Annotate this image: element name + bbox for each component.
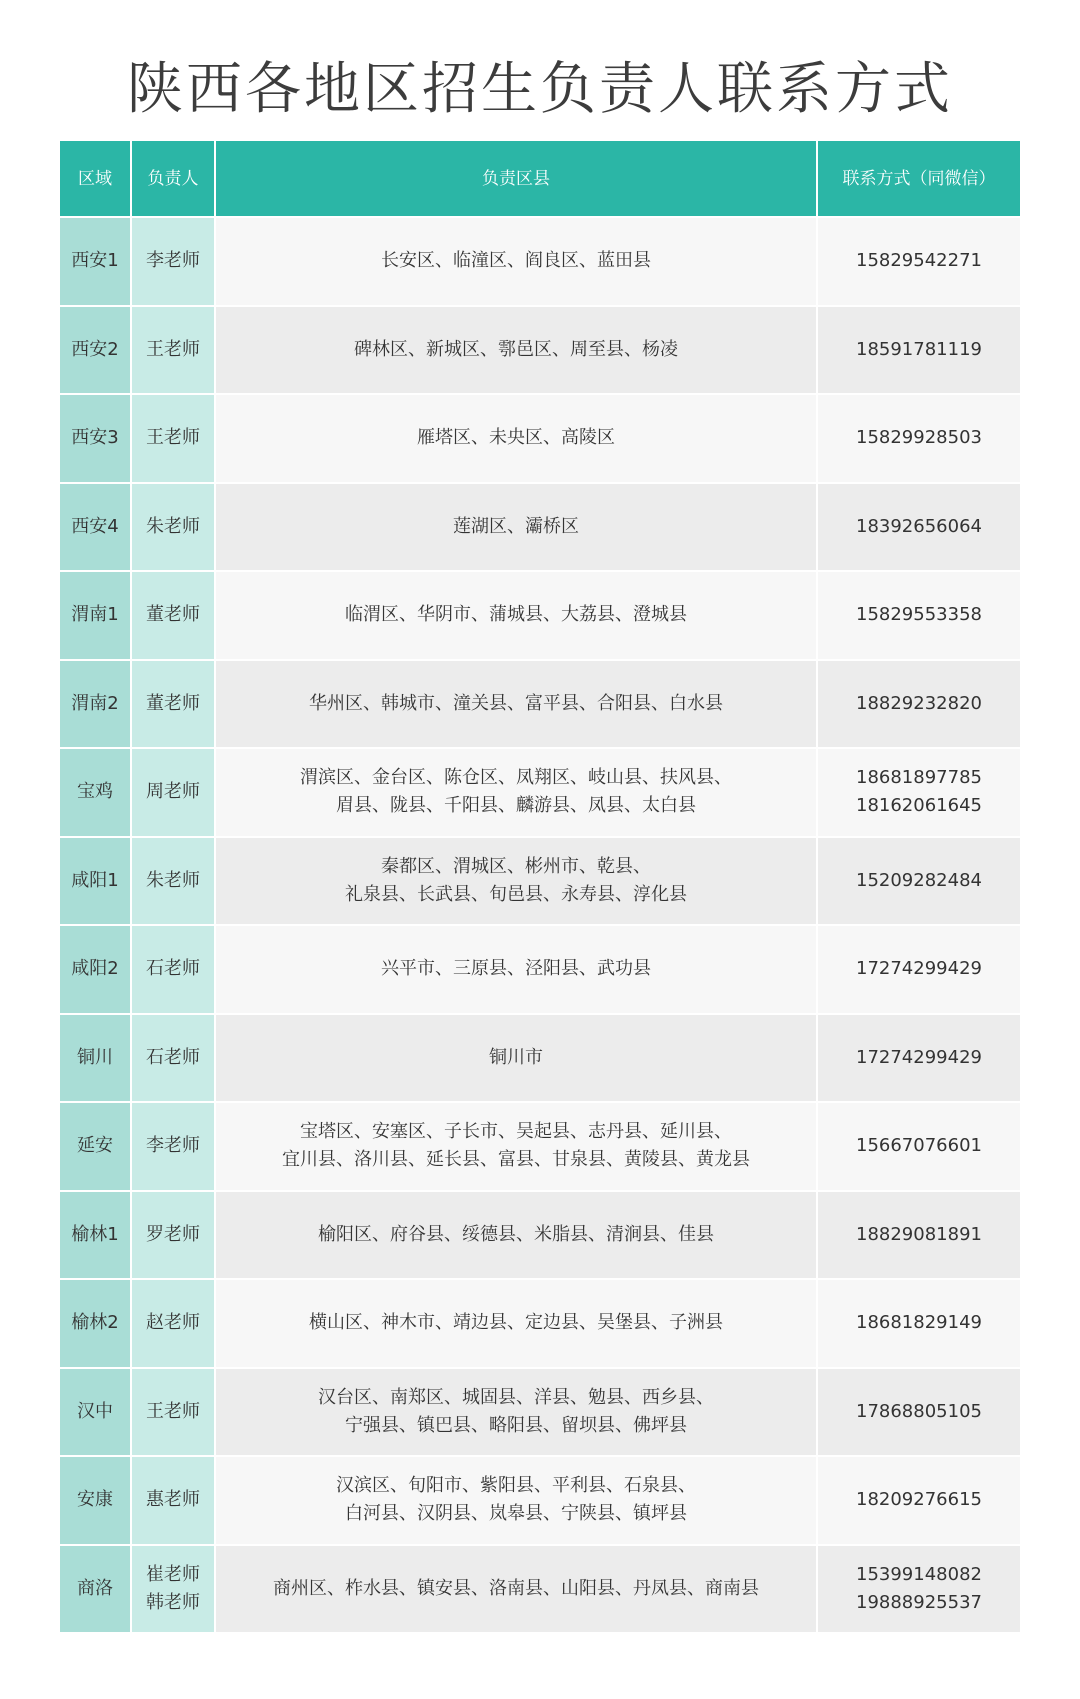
person-name: 石老师 <box>146 958 200 980</box>
counties-line: 宁强县、镇巴县、略阳县、留坝县、佛坪县 <box>345 1414 687 1436</box>
phone-number: 18829232820 <box>856 692 982 714</box>
counties-cell <box>216 1369 818 1456</box>
table-row <box>60 926 1020 1015</box>
phone-number: 19888925537 <box>856 1591 982 1613</box>
counties-line: 铜川市 <box>489 1046 543 1068</box>
phone-cell <box>818 1192 1020 1279</box>
zone-cell: 西安4 <box>60 484 132 571</box>
counties-line: 临渭区、华阴市、蒲城县、大荔县、澄城县 <box>345 604 687 626</box>
zone-cell: 铜川 <box>60 1015 132 1102</box>
phone-number: 17274299429 <box>856 1046 982 1068</box>
zone-cell: 西安3 <box>60 395 132 482</box>
phone-number: 15399148082 <box>856 1563 982 1585</box>
counties-line: 横山区、神木市、靖边县、定边县、吴堡县、子洲县 <box>309 1312 723 1334</box>
counties-cell <box>216 1192 818 1279</box>
table-row <box>60 749 1020 838</box>
person-name: 李老师 <box>146 250 200 272</box>
table-row <box>60 572 1020 661</box>
counties-cell <box>216 218 818 305</box>
table-row <box>60 1457 1020 1546</box>
counties-cell <box>216 484 818 571</box>
counties-line: 礼泉县、长武县、旬邑县、永寿县、淳化县 <box>345 883 687 905</box>
counties-cell <box>216 749 818 836</box>
person-cell <box>132 484 216 571</box>
phone-number: 15667076601 <box>856 1135 982 1157</box>
person-name: 朱老师 <box>146 869 200 891</box>
zone-cell: 安康 <box>60 1457 132 1544</box>
table-row <box>60 1192 1020 1281</box>
table-row <box>60 218 1020 307</box>
phone-cell <box>818 1369 1020 1456</box>
phone-number: 18681897785 <box>856 767 982 789</box>
phone-cell <box>818 484 1020 571</box>
person-cell <box>132 838 216 925</box>
phone-cell <box>818 218 1020 305</box>
person-name: 董老师 <box>146 604 200 626</box>
counties-line: 商州区、柞水县、镇安县、洛南县、山阳县、丹凤县、商南县 <box>273 1577 759 1599</box>
page-title: 陕西各地区招生负责人联系方式 <box>127 57 953 122</box>
counties-line: 汉滨区、旬阳市、紫阳县、平利县、石泉县、 <box>336 1475 696 1497</box>
person-cell <box>132 395 216 482</box>
phone-cell <box>818 1015 1020 1102</box>
phone-number: 15829928503 <box>856 427 982 449</box>
phone-cell <box>818 838 1020 925</box>
phone-cell <box>818 1546 1020 1633</box>
person-cell <box>132 1103 216 1190</box>
table-header-row <box>60 141 1020 218</box>
header-zone: 区域 <box>60 141 132 216</box>
person-cell <box>132 1457 216 1544</box>
counties-line: 华州区、韩城市、潼关县、富平县、合阳县、白水县 <box>309 692 723 714</box>
phone-number: 15209282484 <box>856 869 982 891</box>
zone-cell: 榆林2 <box>60 1280 132 1367</box>
table-row <box>60 484 1020 573</box>
person-name: 石老师 <box>146 1046 200 1068</box>
person-cell <box>132 1280 216 1367</box>
person-cell <box>132 572 216 659</box>
person-cell <box>132 1546 216 1633</box>
counties-line: 长安区、临潼区、阎良区、蓝田县 <box>381 250 651 272</box>
table-row <box>60 661 1020 750</box>
zone-cell: 商洛 <box>60 1546 132 1633</box>
table-row <box>60 1015 1020 1104</box>
phone-number: 15829542271 <box>856 250 982 272</box>
phone-cell <box>818 572 1020 659</box>
phone-cell <box>818 1103 1020 1190</box>
person-name: 王老师 <box>146 338 200 360</box>
phone-number: 17868805105 <box>856 1400 982 1422</box>
person-name: 王老师 <box>146 1400 200 1422</box>
counties-line: 宝塔区、安塞区、子长市、吴起县、志丹县、延川县、 <box>300 1121 732 1143</box>
counties-cell <box>216 1280 818 1367</box>
person-name: 周老师 <box>146 781 200 803</box>
person-name: 惠老师 <box>146 1489 200 1511</box>
counties-line: 宜川县、洛川县、延长县、富县、甘泉县、黄陵县、黄龙县 <box>282 1149 750 1171</box>
table-row <box>60 1103 1020 1192</box>
phone-number: 18162061645 <box>856 795 982 817</box>
phone-number: 18681829149 <box>856 1312 982 1334</box>
counties-line: 眉县、陇县、千阳县、麟游县、凤县、太白县 <box>336 795 696 817</box>
person-cell <box>132 926 216 1013</box>
phone-number: 17274299429 <box>856 958 982 980</box>
counties-line: 汉台区、南郑区、城固县、洋县、勉县、西乡县、 <box>318 1386 714 1408</box>
zone-cell: 咸阳2 <box>60 926 132 1013</box>
counties-cell <box>216 926 818 1013</box>
zone-cell: 延安 <box>60 1103 132 1190</box>
phone-cell <box>818 1280 1020 1367</box>
phone-cell <box>818 1457 1020 1544</box>
zone-cell: 渭南2 <box>60 661 132 748</box>
zone-cell: 榆林1 <box>60 1192 132 1279</box>
zone-cell: 西安1 <box>60 218 132 305</box>
phone-number: 15829553358 <box>856 604 982 626</box>
counties-line: 碑林区、新城区、鄠邑区、周至县、杨凌 <box>354 338 678 360</box>
header-phone: 联系方式（同微信） <box>842 168 996 189</box>
phone-cell <box>818 307 1020 394</box>
zone-cell: 汉中 <box>60 1369 132 1456</box>
counties-cell <box>216 661 818 748</box>
counties-line: 榆阳区、府谷县、绥德县、米脂县、清涧县、佳县 <box>318 1223 714 1245</box>
header-person: 负责人 <box>132 141 216 216</box>
table-body <box>60 218 1020 1634</box>
zone-cell: 宝鸡 <box>60 749 132 836</box>
counties-line: 雁塔区、未央区、高陵区 <box>417 427 615 449</box>
phone-cell <box>818 926 1020 1013</box>
counties-line: 莲湖区、灞桥区 <box>453 515 579 537</box>
person-cell <box>132 1192 216 1279</box>
zone-cell: 咸阳1 <box>60 838 132 925</box>
counties-cell <box>216 1546 818 1633</box>
zone-cell: 渭南1 <box>60 572 132 659</box>
phone-cell <box>818 661 1020 748</box>
person-name: 韩老师 <box>146 1591 200 1613</box>
table-row <box>60 1546 1020 1635</box>
counties-cell <box>216 395 818 482</box>
table-row <box>60 307 1020 396</box>
counties-line: 白河县、汉阴县、岚皋县、宁陕县、镇坪县 <box>345 1503 687 1525</box>
counties-cell <box>216 1103 818 1190</box>
counties-cell <box>216 838 818 925</box>
table-row <box>60 1280 1020 1369</box>
counties-cell <box>216 572 818 659</box>
table-row <box>60 838 1020 927</box>
header-counties: 负责区县 <box>216 141 818 216</box>
person-cell <box>132 1369 216 1456</box>
counties-cell <box>216 307 818 394</box>
contact-table <box>60 141 1020 1634</box>
counties-line: 渭滨区、金台区、陈仓区、凤翔区、岐山县、扶风县、 <box>300 767 732 789</box>
person-cell <box>132 218 216 305</box>
person-name: 王老师 <box>146 427 200 449</box>
person-name: 朱老师 <box>146 515 200 537</box>
phone-cell <box>818 749 1020 836</box>
person-cell <box>132 661 216 748</box>
phone-number: 18829081891 <box>856 1223 982 1245</box>
counties-cell <box>216 1457 818 1544</box>
counties-cell <box>216 1015 818 1102</box>
phone-number: 18392656064 <box>856 515 982 537</box>
counties-line: 兴平市、三原县、泾阳县、武功县 <box>381 958 651 980</box>
person-name: 李老师 <box>146 1135 200 1157</box>
person-name: 崔老师 <box>146 1563 200 1585</box>
person-cell <box>132 307 216 394</box>
person-cell <box>132 1015 216 1102</box>
counties-line: 秦都区、渭城区、彬州市、乾县、 <box>381 855 651 877</box>
table-row <box>60 395 1020 484</box>
person-name: 赵老师 <box>146 1312 200 1334</box>
person-cell <box>132 749 216 836</box>
phone-cell <box>818 395 1020 482</box>
person-name: 董老师 <box>146 692 200 714</box>
person-name: 罗老师 <box>146 1223 200 1245</box>
phone-number: 18209276615 <box>856 1489 982 1511</box>
zone-cell: 西安2 <box>60 307 132 394</box>
table-row <box>60 1369 1020 1458</box>
phone-number: 18591781119 <box>856 338 982 360</box>
